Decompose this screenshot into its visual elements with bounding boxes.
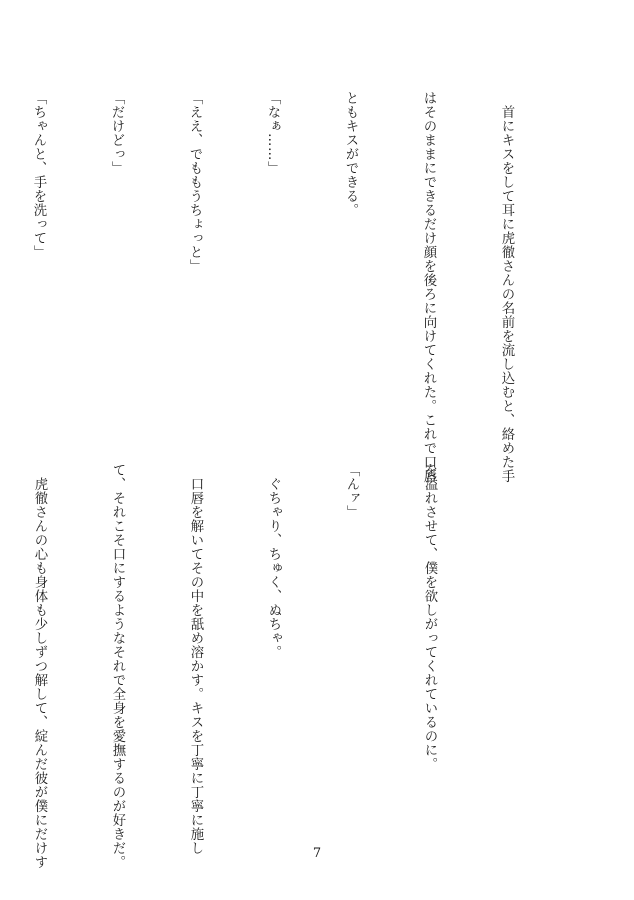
text-column: を溢れさせて、僕を欲しがってくれているのに。 [422, 463, 437, 771]
text-column: 「ええ、でももうちょっと」 [187, 91, 202, 273]
text-column: 首にキスをして耳に虎徹さんの名前を流し込むと、絡めた手 [499, 91, 514, 483]
text-column: 虎徹さんの心も身体も少しずつ解して、綻んだ彼が僕にだけす [32, 463, 47, 869]
text-column: 口唇を解いてその中を舐め溶かす。キスを丁寧に丁寧に施し [188, 463, 203, 855]
text-column: はそのままにできるだけ顔を後ろに向けてくれた。これで口唇 [421, 91, 436, 483]
text-column: 「んァ」 [344, 463, 359, 519]
text-block-lower [0, 463, 494, 869]
text-column: 「ちゃんと、手を洗って」 [31, 91, 46, 259]
text-column: ぐちゃり、ちゅく、ぬちゃ。 [266, 463, 281, 659]
text-column: て、それこそ口にするようなそれで全身を愛撫するのが好きだ。 [110, 463, 125, 869]
text-column: 「なぁ……」 [265, 91, 280, 175]
text-column: ともキスができる。 [343, 91, 358, 217]
text-column: 「だけどっ」 [109, 91, 124, 175]
page-number: 7 [312, 846, 322, 861]
text-block-upper [0, 91, 571, 483]
